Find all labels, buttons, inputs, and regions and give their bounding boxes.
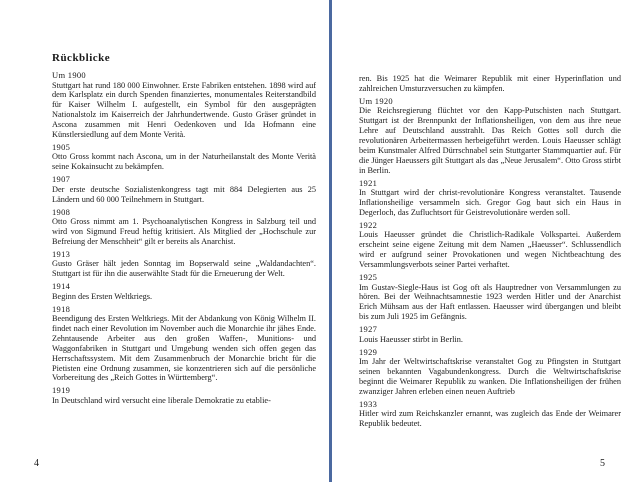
entry-year: 1927 <box>359 324 378 335</box>
timeline-entry <box>359 179 621 218</box>
entry-text: Hitler wird zum Reichskanzler ernannt, was zugleich das Ende der Weimarer Republik bedeutet. <box>359 409 621 429</box>
entry-year: 1913 <box>52 248 71 259</box>
entry-text: Louis Haeusser gründet die Christlich-Radikale Volkspartei. Außerdem erscheint seine eigene Zeitung mit dem Namen „Haeusser“. Schlussendlich wird er aufgrund seiner Provokationen und wegen Nichtbeachtung des Versammlungsverbots seiner Partei verhaftet. <box>359 230 621 270</box>
entry-text: Gusto Gräser hält jeden Sonntag im Bopserwald seine „Waldandachten“. Stuttgart ist für ihn die auserwählte Stadt für die Erneuerung der Welt. <box>52 259 316 279</box>
entry-year: 1922 <box>359 219 378 230</box>
entry-text: Im Jahr der Weltwirtschaftskrise veranstaltet Gog zu Pfingsten in Stuttgart seinen bekannten Vagabundenkongress. Durch die Weltwirtschaftskrise beginnt die Weimarer Republik zu wanken. Die Inflationsheiligen der frühen zwanziger Jahren erleben einen neuen Auftrieb <box>359 357 621 396</box>
entry-year: 1907 <box>52 174 71 185</box>
entry-text: Die Reichsregierung flüchtet vor den Kapp-Putschisten nach Stuttgart. Stuttgart ist der Brennpunkt der Inflationsheiligen, von dem aus ihre neue Lehre auf Deutschland ausstrahlt. Das Reich Gottes soll durch die revolutionären Arbeitermassen herbeigeführt werden. Louis Haeusser schlägt beim Kunstmaler Alfred Dürrschnabel sein Stuttgarter Stammquartier auf. Für die Jünger Haeussers gilt Stuttgart als das „Neue Jerusalem“. Otto Gross stirbt in Berlin. <box>359 106 621 175</box>
page-number-left: 4 <box>34 458 39 469</box>
right-page <box>335 0 640 482</box>
left-column <box>52 52 316 409</box>
timeline-entry <box>359 325 621 344</box>
entry-year: 1919 <box>52 385 71 396</box>
entry-text: Stuttgart hat rund 180 000 Einwohner. Erste Fabriken entstehen. 1898 wird auf dem Karlsplatz ein durch Spenden finanziertes, monumentales Reiterstandbild für Kaiser Wilhelm I. aufgestellt, ein Symbol für den ausgeprägten Nationalstolz im Kaiserreich der Jahrhundertwende. Gusto Gräser gründet in Ascona zusammen mit Henri Oedenkoven und Ida Hofmann eine Künstlersiedlung auf dem Monte Verità. <box>52 80 316 140</box>
section-heading: Rückblicke <box>52 52 111 64</box>
timeline-entry <box>52 282 316 301</box>
entry-text: Louis Haeusser stirbt in Berlin. <box>359 334 463 344</box>
timeline-entry <box>359 273 621 322</box>
timeline-entry <box>52 386 316 405</box>
timeline-entry <box>52 175 316 204</box>
entry-text: In Deutschland wird versucht eine liberale Demokratie zu etablie- <box>52 395 271 405</box>
timeline-entry <box>359 400 621 429</box>
entry-year: 1918 <box>52 303 71 314</box>
entry-year: Um 1920 <box>359 95 393 106</box>
entry-text: Beginn des Ersten Weltkriegs. <box>52 291 153 301</box>
entry-text: Otto Gross kommt nach Ascona, um in der Naturheilanstalt des Monte Verità seine Kokainsucht zu bekämpfen. <box>52 152 316 172</box>
entry-year: 1925 <box>359 272 378 282</box>
timeline-entry <box>52 208 316 247</box>
timeline-entry <box>52 305 316 384</box>
entry-text: Otto Gross nimmt am 1. Psychoanalytischen Kongress in Salzburg teil und wird von Sigmund Freud heftig kritisiert. Als Mitglied der „Hochschule zur Befreiung der Menschheit“ gilt er bereits als Anarchist. <box>52 217 316 246</box>
entry-year: Um 1900 <box>52 70 86 80</box>
entry-year: 1921 <box>359 177 378 188</box>
timeline-entry <box>359 348 621 397</box>
timeline-entry <box>52 143 316 172</box>
continuation-text: ren. Bis 1925 hat die Weimarer Republik mit einer Hyperinflation und zahlreichen Umsturzversuchen zu kämpfen. <box>359 74 621 93</box>
entry-year: 1933 <box>359 398 378 409</box>
entry-text: Im Gustav-Siegle-Haus ist Gog oft als Hauptredner von Versammlungen zu hören. Bei der Weihnachtsamnestie 1923 werden Hitler und der Anarchist Erich Mühsam aus der Haft entlassen. Haeusser wird übergangen und bleibt bis zum Juli 1925 im Gefängnis. <box>359 282 621 322</box>
entry-text: Beendigung des Ersten Weltkriegs. Mit der Abdankung von König Wilhelm II. findet nach einer Revolution im November auch die Monarchie ihr jähes Ende. Zehntausende Arbeiter aus den großen Waffen-, Munitions- und Waggonfabriken in Stuttgart und Umgebung wenden sich offen gegen das Herrschaftssystem. Mit dem Zusammenbruch der Monarchie bricht für die Pietisten eine Ordnung zusammen, sie konzentrieren sich auf die persönliche Vorbereitung des „Reich Gottes in Württemberg“. <box>52 314 316 383</box>
continuation-entry <box>359 74 621 94</box>
entry-year: 1905 <box>52 141 71 152</box>
book-gutter <box>329 0 332 482</box>
entry-year: 1908 <box>52 206 71 217</box>
entry-text: Der erste deutsche Sozialistenkongress tagt mit 884 Delegierten aus 25 Ländern und 60 000 Teilnehmern in Stuttgart. <box>52 184 316 204</box>
entry-year: 1929 <box>359 346 378 357</box>
entry-text: In Stuttgart wird der christ-revolutionäre Kongress veranstaltet. Tausende Inflationsheilige versammeln sich. Gregor Gog baut sich ein Haus in Degerloch, das Zufluchtsort für Geistrevolutionäre werden soll. <box>359 188 621 217</box>
timeline-entry <box>359 97 621 176</box>
page-number-right: 5 <box>600 458 605 469</box>
right-column <box>359 74 621 432</box>
timeline-entry <box>52 250 316 279</box>
timeline-entry <box>359 221 621 270</box>
timeline-entry <box>52 71 316 140</box>
entry-year: 1914 <box>52 281 71 292</box>
